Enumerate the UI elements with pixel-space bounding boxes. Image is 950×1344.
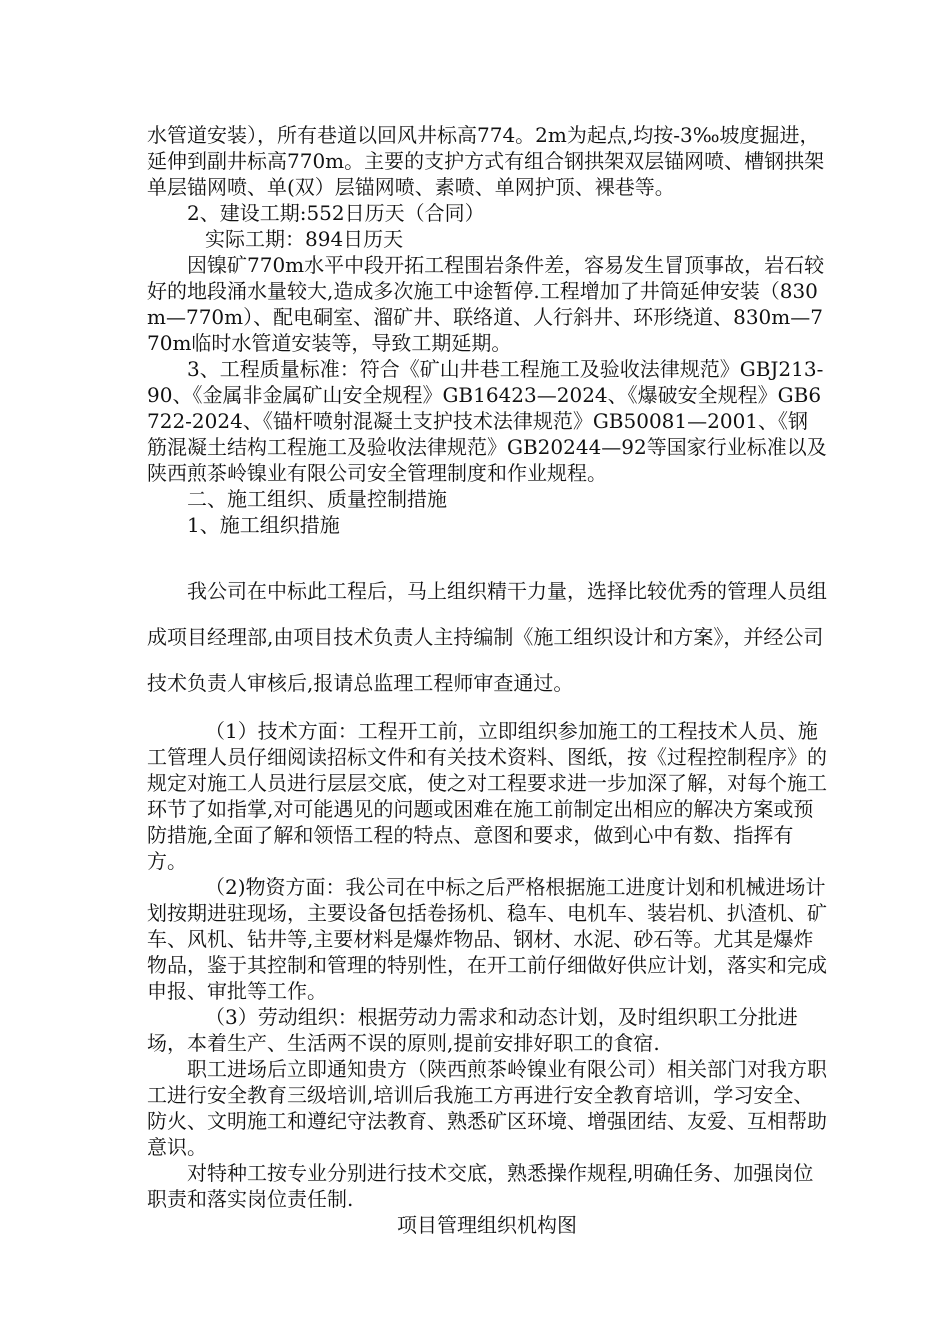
paragraph-organization: 我公司在中标此工程后，马上组织精干力量，选择比较优秀的管理人员组成项目经理部,由项目技术负责人主持编制《施工组织设计和方案》，并经公司技术负责人审核后,报请总监理工程师审查通过。 (147, 579, 827, 695)
paragraph-safety-training: 职工进场后立即通知贵方（陕西煎茶岭镍业有限公司）相关部门对我方职工进行安全教育三级培训,培训后我施工方再进行安全教育培训，学习安全、防火、文明施工和遵纪守法教育、熟悉矿区环境、增强团结、友爱、互相帮助意识。 (147, 1057, 827, 1159)
paragraph-labor: （3）劳动组织：根据劳动力需求和动态计划，及时组织职工分批进场，本着生产、生活两不误的原则,提前安排好职工的食宿. (147, 1005, 798, 1055)
paragraph-technical: （1）技术方面：工程开工前，立即组织参加施工的工程技术人员、施工管理人员仔细阅读招标文件和有关技术资料、图纸，按《过程控制程序》的规定对施工人员进行层层交底，使之对工程要求进一步加深了解，对每个施工环节了如指掌,对可能遇见的问题或困难在施工前制定出相应的解决方案或预防措施,全面了解和领悟工程的特点、意图和要求，做到心中有数、指挥有方。 (147, 719, 827, 873)
paragraph-contract-period: 2、建设工期:552日历天（合同） (187, 201, 485, 225)
document-body (147, 122, 827, 538)
paragraph-scope-continued: 水管道安装），所有巷道以回风井标高774。2m为起点,均按-3‰坡度掘进，延伸到副井标高770m。主要的支护方式有组合钢拱架双层锚网喷、槽钢拱架单层锚网喷、单(双）层锚网喷、素喷、单网护顶、裸巷等。 (147, 123, 825, 199)
paragraph-special-workers: 对特种工按专业分别进行技术交底，熟悉操作规程,明确任务、加强岗位职责和落实岗位责任制. (147, 1161, 814, 1211)
org-chart-caption: 项目管理组织机构图 (397, 1213, 577, 1237)
paragraph-quality-standard: 3、工程质量标准：符合《矿山井巷工程施工及验收法律规范》GBJ213-90、《金属非金属矿山安全规程》GB16423—2024、《爆破安全规程》GB6722-2024、《锚杆喷射混凝土支护技术法律规范》GB50081—2001、《钢筋混凝土结构工程施工及验收法律规范》GB20244—92等国家行业标准以及陕西煎茶岭镍业有限公司安全管理制度和作业规程。 (147, 357, 827, 485)
document-body-lower (147, 718, 827, 1238)
document-body-wide (147, 568, 827, 706)
section-heading: 二、施工组织、质量控制措施 (187, 487, 447, 511)
paragraph-actual-period: 实际工期：894日历天 (205, 227, 404, 251)
paragraph-delay-reason: 因镍矿770m水平中段开拓工程围岩条件差，容易发生冒顶事故，岩石较好的地段涌水量较大,造成多次施工中途暂停.工程增加了井筒延伸安装（830m—770m）、配电硐室、溜矿井、联络道、人行斜井、环形绕道、830m—770m临时水管道安装等，导致工期延期。 (147, 253, 825, 355)
subsection-heading: 1、施工组织措施 (187, 513, 340, 537)
paragraph-materials: （2)物资方面：我公司在中标之后严格根据施工进度计划和机械进场计划按期进驻现场，主要设备包括卷扬机、稳车、电机车、装岩机、扒渣机、矿车、风机、钻井等,主要材料是爆炸物品、钢材、水泥、砂石等。尤其是爆炸物品，鉴于其控制和管理的特别性，在开工前仔细做好供应计划，落实和完成申报、审批等工作。 (147, 875, 827, 1003)
